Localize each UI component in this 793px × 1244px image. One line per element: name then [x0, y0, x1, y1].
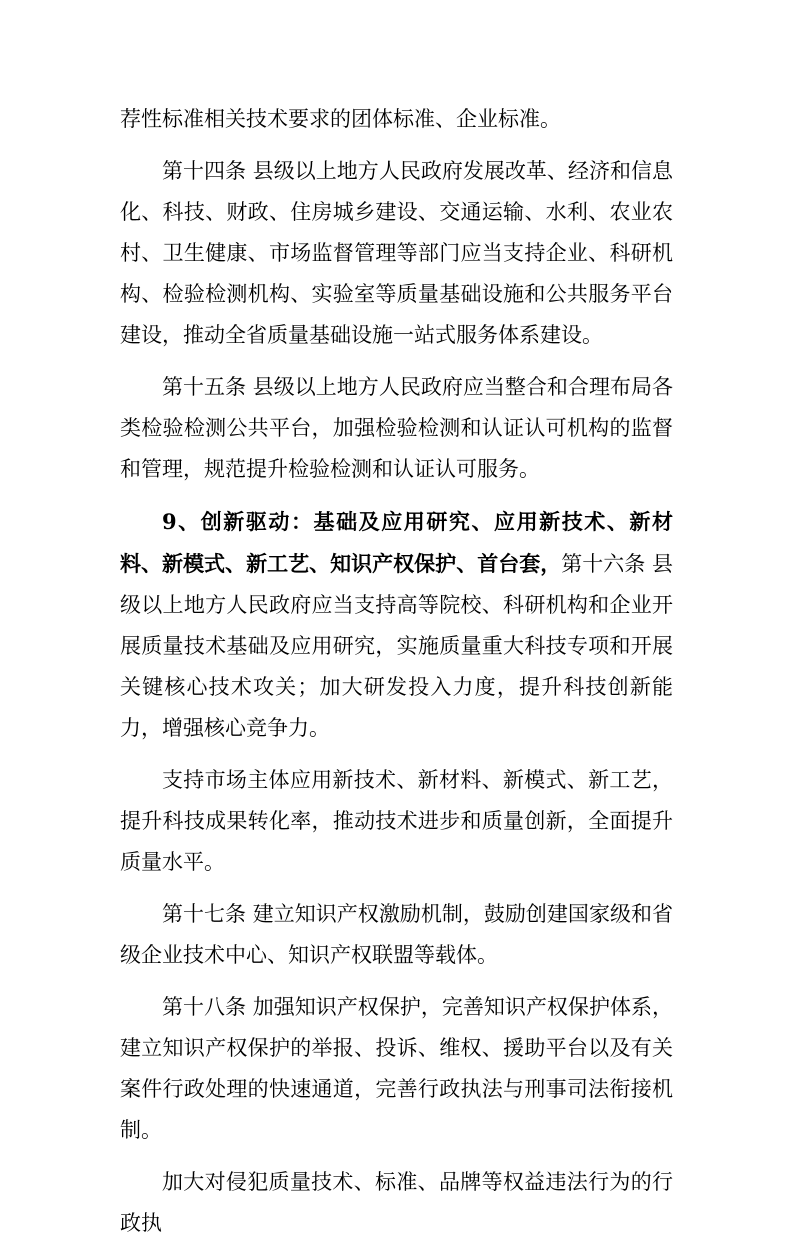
- paragraph-article-15: 第十五条 县级以上地方人民政府应当整合和合理布局各类检验检测公共平台，加强检验检测和认证认可机构的监督和管理，规范提升检验检测和认证认可服务。: [120, 375, 673, 481]
- paragraph-article-14: 第十四条 县级以上地方人民政府发展改革、经济和信息化、科技、财政、住房城乡建设、交通运输、水利、农业农村、卫生健康、市场监督管理等部门应当支持企业、科研机构、检验检测机构、实验室等质量基础设施和公共服务平台建设，推动全省质量基础设施一站式服务体系建设。: [120, 159, 673, 347]
- paragraph-continuation: 荐性标准相关技术要求的团体标准、企业标准。: [120, 107, 561, 131]
- section-heading-innovation: 9、创新驱动：基础及应用研究、应用新技术、新材料、新模式、新工艺、知识产权保护、首台套，: [120, 509, 673, 576]
- paragraph-article-16: [120, 501, 673, 749]
- paragraph-article-17: 第十七条 建立知识产权激励机制，鼓励创建国家级和省级企业技术中心、知识产权联盟等载体。: [120, 902, 673, 967]
- paragraph-enforcement: 加大对侵犯质量技术、标准、品牌等权益违法行为的行政执: [120, 1170, 673, 1235]
- paragraph-article-18: 第十八条 加强知识产权保护，完善知识产权保护体系，建立知识产权保护的举报、投诉、维权、援助平台以及有关案件行政处理的快速通道，完善行政执法与刑事司法衔接机制。: [120, 995, 673, 1142]
- document-body: [120, 99, 673, 1244]
- paragraph-new-tech: 支持市场主体应用新技术、新材料、新模式、新工艺，提升科技成果转化率，推动技术进步和质量创新，全面提升质量水平。: [120, 768, 673, 874]
- article-16-text: 第十六条 县级以上地方人民政府应当支持高等院校、科研机构和企业开展质量技术基础及应用研究，实施质量重大科技专项和开展关键核心技术攻关；加大研发投入力度，提升科技创新能力，增强核心竞争力。: [120, 552, 674, 740]
